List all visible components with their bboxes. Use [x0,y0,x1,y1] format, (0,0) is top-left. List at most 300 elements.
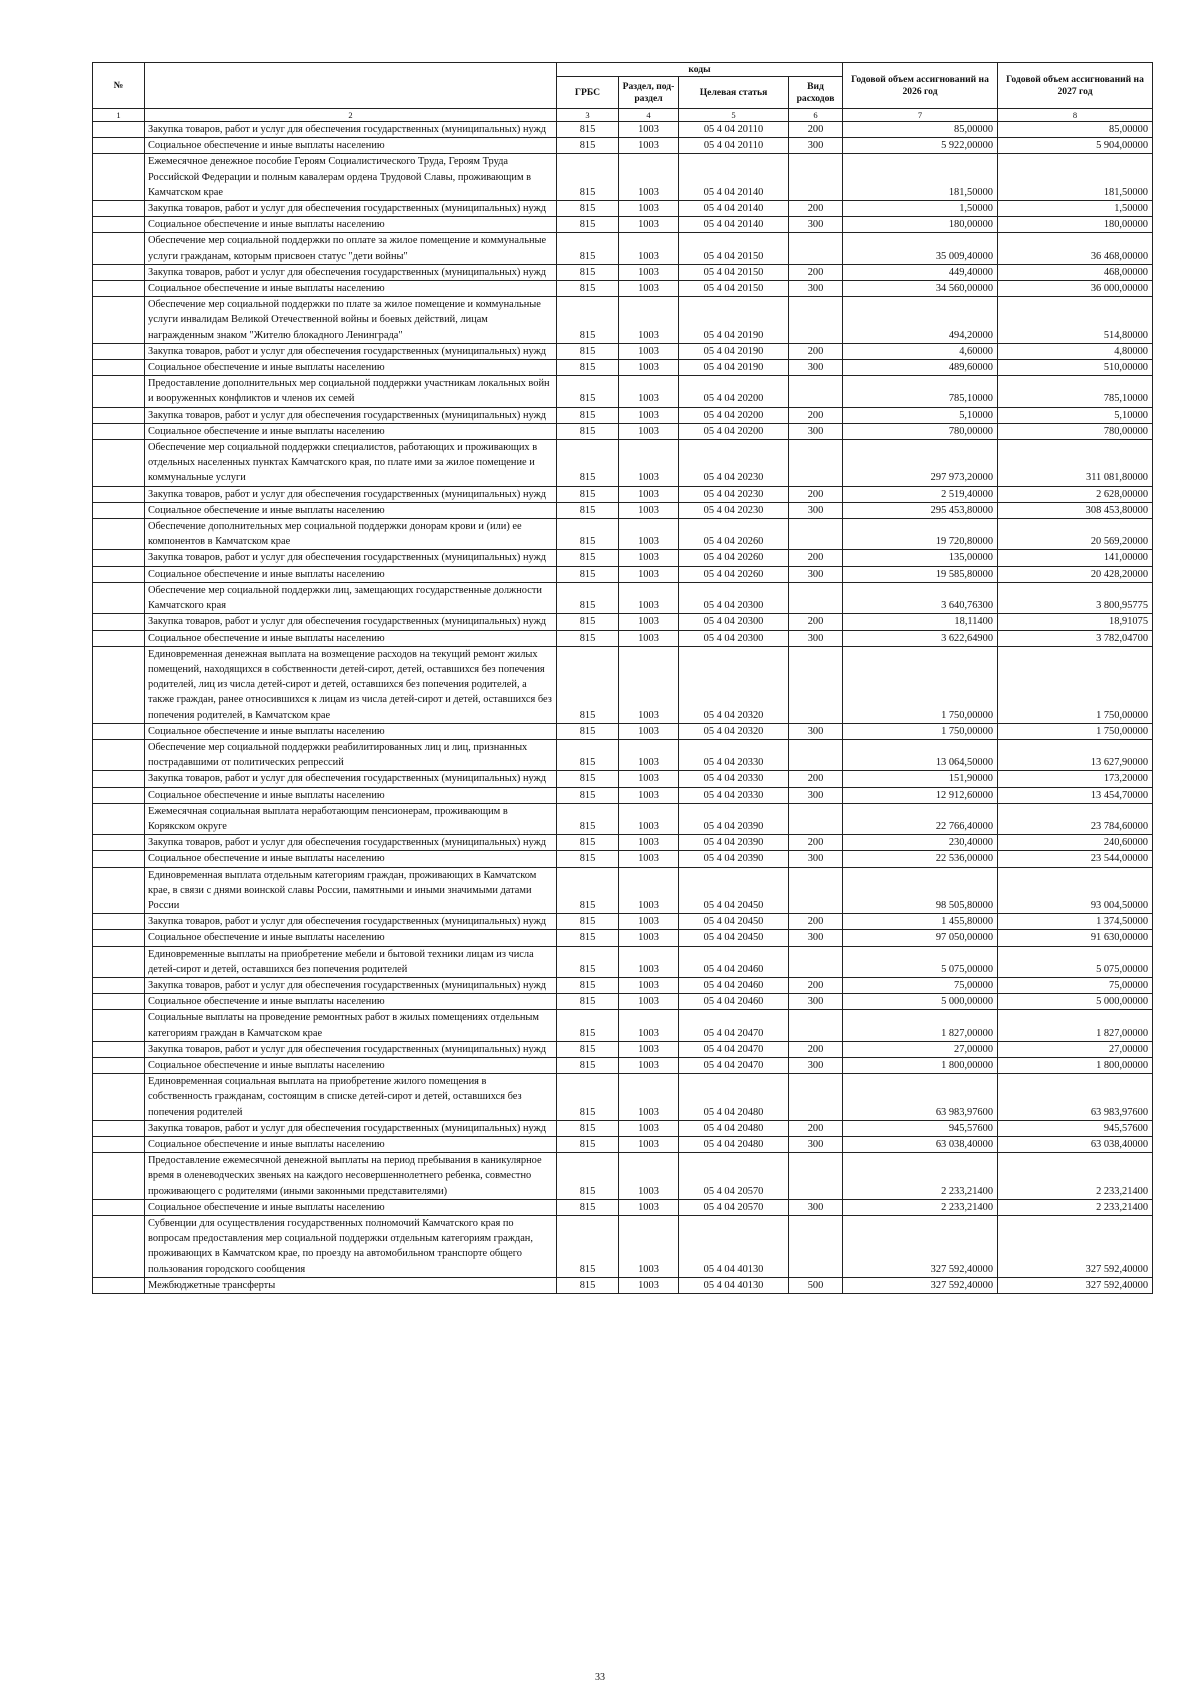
row-volume-2027-cell: 5 904,00000 [998,138,1153,154]
row-grbs-cell: 815 [557,486,619,502]
row-name-cell: Социальное обеспечение и иные выплаты населению [145,502,557,518]
row-expense-type-cell: 300 [789,723,843,739]
row-expense-type-cell: 500 [789,1277,843,1293]
row-grbs-cell: 815 [557,297,619,344]
row-volume-2027-cell: 20 428,20000 [998,566,1153,582]
row-number-cell [93,771,145,787]
row-number-cell [93,376,145,407]
row-number-cell [93,407,145,423]
row-number-cell [93,343,145,359]
row-grbs-cell: 815 [557,343,619,359]
row-grbs-cell: 815 [557,582,619,613]
table-row [93,1153,1153,1200]
table-row [93,1041,1153,1057]
row-target-cell: 05 4 04 20150 [679,264,789,280]
row-grbs-cell: 815 [557,1277,619,1293]
row-section-cell: 1003 [619,946,679,977]
row-expense-type-cell: 200 [789,977,843,993]
row-target-cell: 05 4 04 40130 [679,1216,789,1278]
row-expense-type-cell [789,803,843,834]
row-grbs-cell: 815 [557,1153,619,1200]
row-section-cell: 1003 [619,423,679,439]
row-target-cell: 05 4 04 20230 [679,502,789,518]
row-name-cell: Ежемесячное денежное пособие Героям Социалистического Труда, Героям Труда Российской Федерации и полным кавалерам ордена Трудовой Славы, проживающим в Камчатском крае [145,154,557,201]
row-target-cell: 05 4 04 20230 [679,440,789,487]
row-volume-2026-cell: 1 800,00000 [843,1057,998,1073]
row-expense-type-cell: 300 [789,994,843,1010]
row-volume-2026-cell: 63 983,97600 [843,1074,998,1121]
table-row [93,1074,1153,1121]
table-row [93,376,1153,407]
row-section-cell: 1003 [619,614,679,630]
row-number-cell [93,803,145,834]
row-volume-2026-cell: 181,50000 [843,154,998,201]
row-volume-2026-cell: 151,90000 [843,771,998,787]
row-target-cell: 05 4 04 20150 [679,281,789,297]
row-volume-2026-cell: 5,10000 [843,407,998,423]
table-row [93,519,1153,550]
row-volume-2026-cell: 5 000,00000 [843,994,998,1010]
row-grbs-cell: 815 [557,835,619,851]
row-section-cell: 1003 [619,771,679,787]
row-volume-2027-cell: 785,10000 [998,376,1153,407]
row-volume-2026-cell: 4,60000 [843,343,998,359]
row-volume-2027-cell: 945,57600 [998,1120,1153,1136]
row-section-cell: 1003 [619,201,679,217]
row-grbs-cell: 815 [557,502,619,518]
row-volume-2027-cell: 2 628,00000 [998,486,1153,502]
row-target-cell: 05 4 04 20450 [679,930,789,946]
row-grbs-cell: 815 [557,201,619,217]
row-volume-2027-cell: 2 233,21400 [998,1153,1153,1200]
table-row [93,803,1153,834]
row-volume-2027-cell: 13 627,90000 [998,739,1153,770]
row-name-cell: Закупка товаров, работ и услуг для обеспечения государственных (муниципальных) нужд [145,486,557,502]
row-grbs-cell: 815 [557,851,619,867]
row-grbs-cell: 815 [557,614,619,630]
table-header [93,63,1153,122]
row-name-cell: Социальное обеспечение и иные выплаты населению [145,566,557,582]
row-volume-2026-cell: 3 622,64900 [843,630,998,646]
row-volume-2026-cell: 945,57600 [843,1120,998,1136]
row-volume-2027-cell: 1 750,00000 [998,723,1153,739]
table-row [93,550,1153,566]
row-volume-2026-cell: 12 912,60000 [843,787,998,803]
row-section-cell: 1003 [619,343,679,359]
row-name-cell: Социальное обеспечение и иные выплаты населению [145,138,557,154]
row-volume-2026-cell: 22 766,40000 [843,803,998,834]
header-expense-type: Вид расходов [789,77,843,109]
row-number-cell [93,1199,145,1215]
row-volume-2027-cell: 510,00000 [998,360,1153,376]
row-target-cell: 05 4 04 20140 [679,201,789,217]
row-name-cell: Межбюджетные трансферты [145,1277,557,1293]
table-row [93,787,1153,803]
header-codes: коды [557,63,843,77]
row-volume-2027-cell: 23 784,60000 [998,803,1153,834]
row-expense-type-cell: 200 [789,771,843,787]
row-grbs-cell: 815 [557,264,619,280]
row-expense-type-cell: 200 [789,835,843,851]
row-volume-2027-cell: 1 374,50000 [998,914,1153,930]
row-volume-2027-cell: 27,00000 [998,1041,1153,1057]
row-section-cell: 1003 [619,646,679,723]
row-volume-2027-cell: 5 000,00000 [998,994,1153,1010]
row-grbs-cell: 815 [557,1074,619,1121]
row-name-cell: Закупка товаров, работ и услуг для обеспечения государственных (муниципальных) нужд [145,264,557,280]
row-volume-2026-cell: 18,11400 [843,614,998,630]
row-target-cell: 05 4 04 20460 [679,994,789,1010]
row-volume-2027-cell: 91 630,00000 [998,930,1153,946]
row-volume-2026-cell: 27,00000 [843,1041,998,1057]
row-expense-type-cell: 200 [789,914,843,930]
row-volume-2026-cell: 22 536,00000 [843,851,998,867]
row-grbs-cell: 815 [557,1010,619,1041]
row-volume-2026-cell: 75,00000 [843,977,998,993]
table-row [93,122,1153,138]
row-target-cell: 05 4 04 20570 [679,1199,789,1215]
row-name-cell: Закупка товаров, работ и услуг для обеспечения государственных (муниципальных) нужд [145,201,557,217]
row-section-cell: 1003 [619,835,679,851]
row-expense-type-cell [789,1153,843,1200]
row-number-cell [93,582,145,613]
row-volume-2027-cell: 141,00000 [998,550,1153,566]
row-number-cell [93,1074,145,1121]
row-section-cell: 1003 [619,440,679,487]
row-target-cell: 05 4 04 40130 [679,1277,789,1293]
row-grbs-cell: 815 [557,154,619,201]
header-volume-2027: Годовой объем ассигнований на 2027 год [998,63,1153,109]
row-section-cell: 1003 [619,1120,679,1136]
row-expense-type-cell: 300 [789,217,843,233]
row-volume-2026-cell: 1,50000 [843,201,998,217]
row-volume-2027-cell: 3 800,95775 [998,582,1153,613]
row-number-cell [93,646,145,723]
row-expense-type-cell [789,867,843,914]
header-colnum-8: 8 [998,109,1153,122]
row-expense-type-cell [789,233,843,264]
row-target-cell: 05 4 04 20200 [679,423,789,439]
row-target-cell: 05 4 04 20330 [679,771,789,787]
row-volume-2027-cell: 468,00000 [998,264,1153,280]
row-grbs-cell: 815 [557,723,619,739]
row-name-cell: Закупка товаров, работ и услуг для обеспечения государственных (муниципальных) нужд [145,614,557,630]
row-target-cell: 05 4 04 20150 [679,233,789,264]
row-grbs-cell: 815 [557,946,619,977]
row-expense-type-cell [789,376,843,407]
row-expense-type-cell [789,646,843,723]
row-volume-2026-cell: 785,10000 [843,376,998,407]
table-body [93,122,1153,1294]
header-name-blank [145,63,557,109]
row-section-cell: 1003 [619,739,679,770]
row-volume-2027-cell: 327 592,40000 [998,1277,1153,1293]
row-number-cell [93,423,145,439]
table-row [93,867,1153,914]
row-expense-type-cell: 300 [789,566,843,582]
table-row [93,1216,1153,1278]
row-name-cell: Закупка товаров, работ и услуг для обеспечения государственных (муниципальных) нужд [145,407,557,423]
row-target-cell: 05 4 04 20110 [679,138,789,154]
row-volume-2027-cell: 1 827,00000 [998,1010,1153,1041]
row-section-cell: 1003 [619,1153,679,1200]
row-target-cell: 05 4 04 20190 [679,360,789,376]
table-row [93,1277,1153,1293]
row-number-cell [93,1041,145,1057]
row-number-cell [93,154,145,201]
row-grbs-cell: 815 [557,407,619,423]
header-section: Раздел, под-раздел [619,77,679,109]
row-grbs-cell: 815 [557,977,619,993]
row-volume-2026-cell: 1 827,00000 [843,1010,998,1041]
row-number-cell [93,851,145,867]
row-volume-2026-cell: 13 064,50000 [843,739,998,770]
row-target-cell: 05 4 04 20480 [679,1120,789,1136]
row-target-cell: 05 4 04 20260 [679,550,789,566]
row-section-cell: 1003 [619,1041,679,1057]
row-section-cell: 1003 [619,519,679,550]
row-section-cell: 1003 [619,994,679,1010]
row-expense-type-cell: 300 [789,138,843,154]
row-number-cell [93,946,145,977]
row-number-cell [93,566,145,582]
row-target-cell: 05 4 04 20320 [679,723,789,739]
table-row [93,423,1153,439]
row-expense-type-cell: 300 [789,1137,843,1153]
row-target-cell: 05 4 04 20390 [679,803,789,834]
row-target-cell: 05 4 04 20570 [679,1153,789,1200]
row-section-cell: 1003 [619,1074,679,1121]
row-name-cell: Единовременные выплаты на приобретение мебели и бытовой техники лицам из числа детей-сирот и детей, оставшихся без попечения родителей [145,946,557,977]
row-section-cell: 1003 [619,867,679,914]
row-volume-2027-cell: 23 544,00000 [998,851,1153,867]
row-volume-2026-cell: 2 519,40000 [843,486,998,502]
row-volume-2027-cell: 13 454,70000 [998,787,1153,803]
row-name-cell: Предоставление ежемесячной денежной выплаты на период пребывания в каникулярное время в оленеводческих звеньях на каждого несовершеннолетнего ребенка, совместно проживающего с родителями (иными законными представителями) [145,1153,557,1200]
row-number-cell [93,122,145,138]
row-grbs-cell: 815 [557,930,619,946]
row-grbs-cell: 815 [557,914,619,930]
row-volume-2026-cell: 1 750,00000 [843,723,998,739]
row-section-cell: 1003 [619,138,679,154]
row-volume-2026-cell: 3 640,76300 [843,582,998,613]
row-volume-2026-cell: 2 233,21400 [843,1153,998,1200]
table-row [93,771,1153,787]
row-number-cell [93,1057,145,1073]
row-number-cell [93,440,145,487]
table-row [93,977,1153,993]
row-grbs-cell: 815 [557,739,619,770]
row-section-cell: 1003 [619,502,679,518]
row-volume-2027-cell: 173,20000 [998,771,1153,787]
row-name-cell: Закупка товаров, работ и услуг для обеспечения государственных (муниципальных) нужд [145,977,557,993]
row-expense-type-cell: 200 [789,407,843,423]
row-name-cell: Социальное обеспечение и иные выплаты населению [145,423,557,439]
row-section-cell: 1003 [619,930,679,946]
row-grbs-cell: 815 [557,423,619,439]
row-volume-2026-cell: 230,40000 [843,835,998,851]
row-grbs-cell: 815 [557,771,619,787]
row-grbs-cell: 815 [557,233,619,264]
row-volume-2027-cell: 18,91075 [998,614,1153,630]
row-volume-2027-cell: 308 453,80000 [998,502,1153,518]
row-target-cell: 05 4 04 20190 [679,297,789,344]
row-volume-2026-cell: 449,40000 [843,264,998,280]
row-expense-type-cell: 300 [789,1057,843,1073]
row-section-cell: 1003 [619,723,679,739]
row-expense-type-cell: 300 [789,851,843,867]
table-row [93,723,1153,739]
row-section-cell: 1003 [619,1277,679,1293]
row-expense-type-cell: 300 [789,502,843,518]
row-expense-type-cell: 300 [789,930,843,946]
page-number: 33 [595,1672,605,1683]
row-grbs-cell: 815 [557,803,619,834]
row-number-cell [93,1153,145,1200]
header-colnum-5: 5 [679,109,789,122]
row-name-cell: Ежемесячная социальная выплата неработающим пенсионерам, проживающим в Корякском округе [145,803,557,834]
row-section-cell: 1003 [619,787,679,803]
row-expense-type-cell [789,582,843,613]
row-number-cell [93,297,145,344]
row-target-cell: 05 4 04 20200 [679,407,789,423]
row-volume-2026-cell: 34 560,00000 [843,281,998,297]
row-name-cell: Социальное обеспечение и иные выплаты населению [145,217,557,233]
row-name-cell: Единовременная социальная выплата на приобретение жилого помещения в собственность гражданам, состоящим в списке детей-сирот и детей, оставшихся без попечения родителей [145,1074,557,1121]
row-grbs-cell: 815 [557,440,619,487]
row-volume-2026-cell: 19 720,80000 [843,519,998,550]
row-volume-2027-cell: 36 468,00000 [998,233,1153,264]
table-row [93,739,1153,770]
row-name-cell: Обеспечение мер социальной поддержки реабилитированных лиц и лиц, признанных пострадавшими от политических репрессий [145,739,557,770]
row-number-cell [93,502,145,518]
row-target-cell: 05 4 04 20140 [679,154,789,201]
row-volume-2026-cell: 297 973,20000 [843,440,998,487]
row-expense-type-cell: 200 [789,486,843,502]
row-name-cell: Социальное обеспечение и иные выплаты населению [145,1137,557,1153]
row-name-cell: Социальное обеспечение и иные выплаты населению [145,1057,557,1073]
row-grbs-cell: 815 [557,1199,619,1215]
row-volume-2027-cell: 36 000,00000 [998,281,1153,297]
row-target-cell: 05 4 04 20300 [679,582,789,613]
row-expense-type-cell: 300 [789,281,843,297]
row-volume-2027-cell: 180,00000 [998,217,1153,233]
row-name-cell: Социальное обеспечение и иные выплаты населению [145,281,557,297]
row-grbs-cell: 815 [557,994,619,1010]
row-name-cell: Социальное обеспечение и иные выплаты населению [145,630,557,646]
row-target-cell: 05 4 04 20460 [679,946,789,977]
table-row [93,407,1153,423]
row-expense-type-cell [789,1216,843,1278]
table-row [93,297,1153,344]
row-expense-type-cell: 200 [789,264,843,280]
row-number-cell [93,787,145,803]
row-volume-2027-cell: 311 081,80000 [998,440,1153,487]
row-name-cell: Социальное обеспечение и иные выплаты населению [145,851,557,867]
row-name-cell: Социальное обеспечение и иные выплаты населению [145,360,557,376]
row-grbs-cell: 815 [557,630,619,646]
row-volume-2027-cell: 240,60000 [998,835,1153,851]
row-target-cell: 05 4 04 20460 [679,977,789,993]
row-grbs-cell: 815 [557,867,619,914]
table-row [93,154,1153,201]
row-section-cell: 1003 [619,376,679,407]
row-volume-2027-cell: 63 983,97600 [998,1074,1153,1121]
row-number-cell [93,138,145,154]
row-section-cell: 1003 [619,803,679,834]
table-row [93,343,1153,359]
row-grbs-cell: 815 [557,646,619,723]
row-name-cell: Обеспечение мер социальной поддержки по оплате за жилое помещение и коммунальные услуги гражданам, которым присвоен статус "дети войны" [145,233,557,264]
row-name-cell: Закупка товаров, работ и услуг для обеспечения государственных (муниципальных) нужд [145,343,557,359]
row-volume-2026-cell: 35 009,40000 [843,233,998,264]
table-row [93,930,1153,946]
table-row [93,1120,1153,1136]
row-volume-2027-cell: 780,00000 [998,423,1153,439]
row-expense-type-cell [789,519,843,550]
row-name-cell: Единовременная выплата отдельным категориям граждан, проживающих в Камчатском крае, в связи с днями воинской славы России, памятными и иными значимыми датами России [145,867,557,914]
row-section-cell: 1003 [619,360,679,376]
header-num: № [93,63,145,109]
row-number-cell [93,1120,145,1136]
row-volume-2027-cell: 93 004,50000 [998,867,1153,914]
row-volume-2026-cell: 1 750,00000 [843,646,998,723]
row-grbs-cell: 815 [557,376,619,407]
row-target-cell: 05 4 04 20330 [679,739,789,770]
row-expense-type-cell [789,1074,843,1121]
table-row [93,994,1153,1010]
row-section-cell: 1003 [619,233,679,264]
row-target-cell: 05 4 04 20230 [679,486,789,502]
header-target: Целевая статья [679,77,789,109]
row-name-cell: Единовременная денежная выплата на возмещение расходов на текущий ремонт жилых помещений, находящихся в собственности детей-сирот, детей, оставшихся без попечения родителей, лиц из числа детей-сирот и детей, оставшихся без попечения родителей, а также граждан, ранее относившихся к лицам из числа детей-сирот и детей, оставшихся без попечения родителей, в Камчатском крае [145,646,557,723]
row-grbs-cell: 815 [557,1137,619,1153]
row-number-cell [93,867,145,914]
row-name-cell: Закупка товаров, работ и услуг для обеспечения государственных (муниципальных) нужд [145,835,557,851]
row-section-cell: 1003 [619,566,679,582]
table-row [93,360,1153,376]
table-row [93,233,1153,264]
table-row [93,440,1153,487]
row-name-cell: Субвенции для осуществления государственных полномочий Камчатского края по вопросам предоставления мер социальной поддержки отдельным категориям граждан, проживающих в Камчатском крае, по проезду на автомобильном транспорте общего пользования городского сообщения [145,1216,557,1278]
row-number-cell [93,630,145,646]
row-target-cell: 05 4 04 20390 [679,835,789,851]
row-volume-2026-cell: 5 922,00000 [843,138,998,154]
row-section-cell: 1003 [619,1216,679,1278]
table-row [93,630,1153,646]
row-section-cell: 1003 [619,154,679,201]
row-expense-type-cell: 300 [789,787,843,803]
table-row [93,1010,1153,1041]
row-name-cell: Социальные выплаты на проведение ремонтных работ в жилых помещениях отдельным категориям граждан в Камчатском крае [145,1010,557,1041]
table-row [93,217,1153,233]
row-number-cell [93,486,145,502]
row-expense-type-cell: 200 [789,201,843,217]
row-grbs-cell: 815 [557,360,619,376]
row-name-cell: Социальное обеспечение и иные выплаты населению [145,723,557,739]
row-name-cell: Социальное обеспечение и иные выплаты населению [145,994,557,1010]
row-volume-2027-cell: 181,50000 [998,154,1153,201]
row-volume-2027-cell: 85,00000 [998,122,1153,138]
row-section-cell: 1003 [619,281,679,297]
row-expense-type-cell [789,440,843,487]
row-grbs-cell: 815 [557,1057,619,1073]
row-target-cell: 05 4 04 20450 [679,867,789,914]
row-expense-type-cell: 200 [789,122,843,138]
row-grbs-cell: 815 [557,1041,619,1057]
row-name-cell: Предоставление дополнительных мер социальной поддержки участникам локальных войн и вооруженных конфликтов и членов их семей [145,376,557,407]
table-row [93,201,1153,217]
